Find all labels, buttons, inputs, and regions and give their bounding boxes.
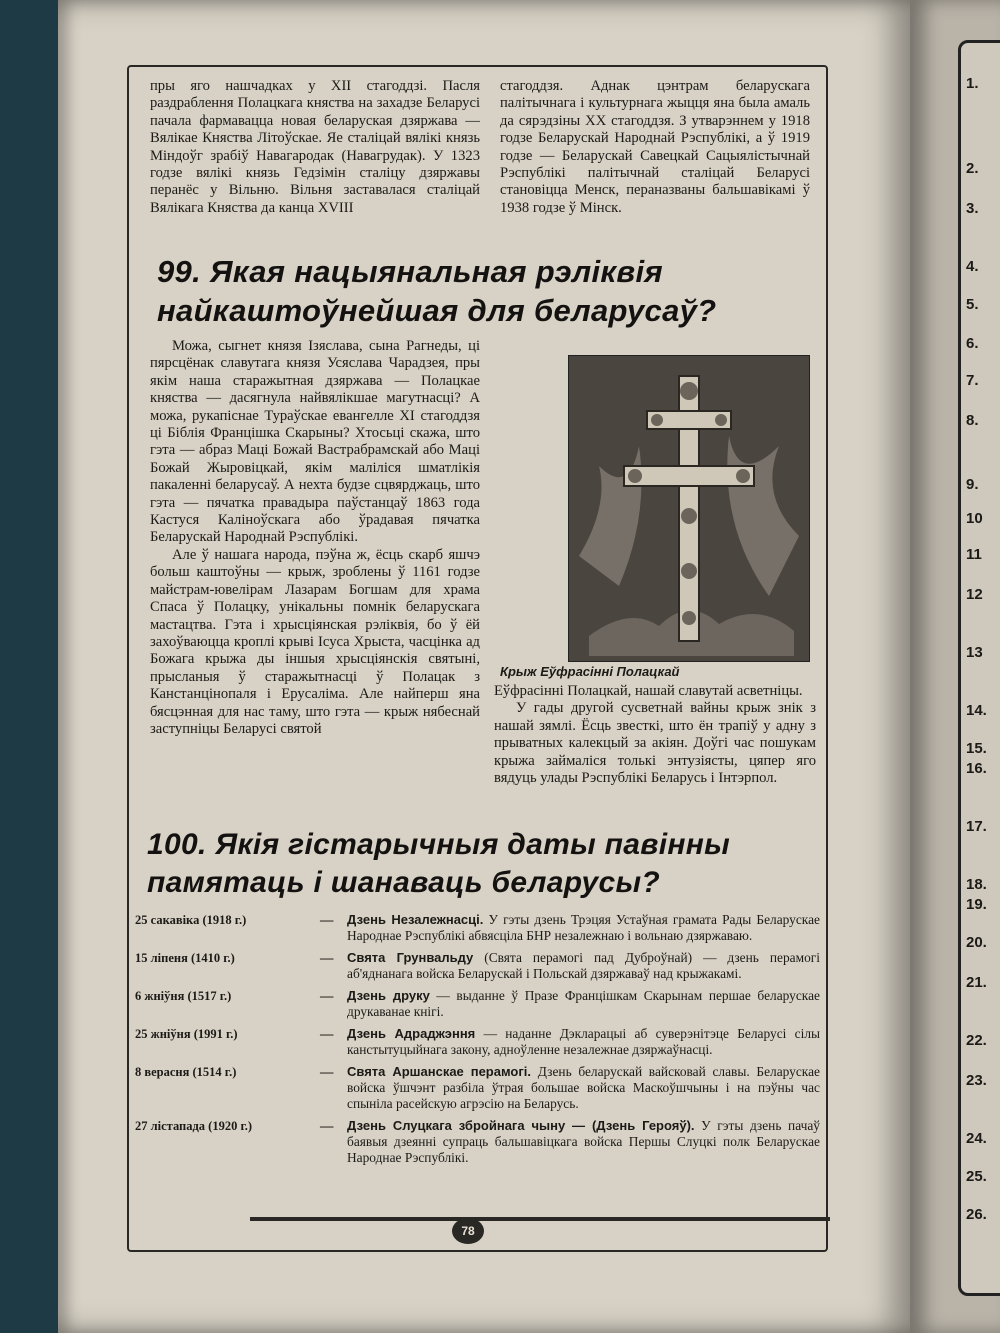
intro-right-column — [500, 78, 810, 217]
date-label: 25 сакавіка (1918 г.) — [135, 913, 247, 927]
date-description — [347, 950, 820, 982]
adjacent-page-number: 19. — [966, 896, 987, 913]
adjacent-page-number: 14. — [966, 702, 987, 719]
question-100-title-line1: 100. Якія гістарычныя даты павінны — [147, 828, 731, 861]
adjacent-page-number: 1. — [966, 75, 979, 92]
adjacent-page-number: 5. — [966, 296, 979, 313]
adjacent-page-number: 10 — [966, 510, 983, 527]
date-description — [347, 988, 820, 1020]
date-event-name: Свята Грунвальду — [347, 950, 474, 965]
adjacent-page-number: 18. — [966, 876, 987, 893]
date-label: 6 жніўня (1517 г.) — [135, 989, 232, 1003]
date-row — [135, 1026, 820, 1058]
question-99-heading — [157, 252, 716, 330]
cross-caption: Крыж Еўфрасінні Полацкай — [500, 664, 680, 679]
date-dash: — — [320, 1118, 334, 1133]
adjacent-page-number: 9. — [966, 476, 979, 493]
adjacent-page-number: 23. — [966, 1072, 987, 1089]
date-event-text: У гэты дзень пачаў баявыя дзеянні супраць бальшавіцкага войска Першы Слуцкі полк Беларускае Народнае Рэспублікі. — [347, 1118, 820, 1165]
question-100-heading — [147, 826, 730, 902]
date-event-text: (Свята перамогі пад Дуброўнай) — дзень перамогі аб'яднанага войска Беларускай і Польскай дзяржаваў над крыжакамі. — [347, 950, 820, 981]
adjacent-page-number: 17. — [966, 818, 987, 835]
date-event-text: Дзень беларускай вайсковай славы. Беларускае войска ўшчэнт разбіла ўтрая большае войска Маскоўшчыны і на пэўны час спыніла расейскую агрэсію на Беларусь. — [347, 1064, 820, 1111]
date-event-text: У гэты дзень Трэцяя Устаўная грамата Рады Беларускае Народнае Рэспублікі абвясціла БНР незалежнаю і вольнаю дзяржаваю. — [347, 912, 820, 943]
historical-dates-list — [135, 912, 820, 1172]
intro-left-text: пры яго нашчадках у XII стагоддзі. Пасля раздраблення Полацкага княства на захадзе Беларусі пачала фармавацца новая беларуская дзяржава — Вялікае Княства Літоўскае. Яе сталіцай вялікі князь Міндоўг зрабіў Навагародак (Навагрудак). У 1323 годзе вялікі князь Гедзімін сталіцу дзяржавы перанёс у Вільню. Вільня заставалася сталіцай Вялікага Княства да канца XVIII — [150, 78, 480, 216]
date-event-name: Дзень Незалежнасці. — [347, 912, 484, 927]
date-row — [135, 1064, 820, 1112]
date-event-name: Дзень Слуцкага збройнага чыну — (Дзень Герояў). — [347, 1118, 695, 1133]
question-99-title-line1: 99. Якая нацыянальная рэліквія — [157, 254, 663, 289]
date-description — [347, 1026, 820, 1058]
date-dash: — — [320, 988, 334, 1003]
adjacent-page-number: 25. — [966, 1168, 987, 1185]
date-event-text: — наданне Дэкларацыі аб суверэнітэце Беларусі сілы канстытуцыйнага закону, адноўленне незалежнае дзяржаўнасці. — [347, 1026, 821, 1057]
date-event-text: — выданне ў Празе Францішкам Скарынам першае беларускае друкаванае кнігі. — [347, 988, 820, 1019]
adjacent-page-number: 6. — [966, 335, 979, 352]
cross-illustration — [568, 355, 810, 662]
footer-rule — [250, 1217, 830, 1221]
adjacent-page-number: 2. — [966, 160, 979, 177]
date-event-name: Дзень друку — [347, 988, 430, 1003]
date-row — [135, 950, 820, 982]
question-99-right-column — [494, 683, 816, 787]
adjacent-page-number: 4. — [966, 258, 979, 275]
date-description — [347, 1118, 820, 1166]
date-label: 8 верасня (1514 г.) — [135, 1065, 237, 1079]
date-description — [347, 912, 820, 944]
date-dash: — — [320, 912, 334, 927]
page-number: 78 — [452, 1218, 484, 1244]
date-dash: — — [320, 950, 334, 965]
question-99-para3: Еўфрасінні Полацкай, нашай славутай асветніцы. — [494, 683, 803, 699]
date-label: 27 лістапада (1920 г.) — [135, 1119, 253, 1133]
question-100-title-line2: памятаць і шанаваць беларусы? — [147, 866, 661, 899]
adjacent-page-number: 15. — [966, 740, 987, 757]
adjacent-page-number: 24. — [966, 1130, 987, 1147]
date-description — [347, 1064, 820, 1112]
adjacent-page-number: 7. — [966, 372, 979, 389]
date-row — [135, 912, 820, 944]
intro-right-text: стагоддзя. Аднак цэнтрам беларускага палітычнага і культурнага жыцця яна была амаль да сярэдзіны XX стагоддзя. З утварэннем у 1918 годзе Беларускай Народнай Рэспублікі, а ў 1919 годзе — Беларускай Савецкай Сацыялістычнай Рэспублікі палітычнай сталіцай Беларусі становіцца Менск, пераназваны бальшавікамі ў 1938 годзе ў Мінск. — [500, 78, 810, 216]
date-label: 15 ліпеня (1410 г.) — [135, 951, 235, 965]
adjacent-page-number: 8. — [966, 412, 979, 429]
adjacent-page-number: 13 — [966, 644, 983, 661]
question-99-para2: Але ў нашага народа, пэўна ж, ёсць скарб яшчэ больш каштоўны — крыж, зроблены ў 1161 годзе майстрам-ювелірам Лазарам Богшам для храма Спаса ў Полацку, унікальны помнік беларускага мастацтва. Гэта і хрысціянская рэліквія, бо ў ёй захоўваюцца кроплі крыві Ісуса Хрыста, часцінка ад Божага крыжа ды іншыя хрысціянскія святыні, прысланыя ў старажытнасці ў Полацак з Канстанцінопаля і Ерусаліма. Але найперш яна бясцэнная для нас таму, што гэта — крыж нябеснай заступніцы Беларусі святой — [150, 546, 480, 737]
date-event-name: Свята Аршанскае перамогі. — [347, 1064, 532, 1079]
adjacent-page-number: 12 — [966, 586, 983, 603]
question-99-title-line2: найкаштоўнейшая для беларусаў? — [157, 293, 717, 328]
intro-left-column — [150, 78, 480, 217]
date-dash: — — [320, 1064, 334, 1079]
adjacent-page-number: 3. — [966, 200, 979, 217]
adjacent-page-number: 26. — [966, 1206, 987, 1223]
adjacent-page-box — [958, 40, 1000, 1296]
date-row — [135, 1118, 820, 1166]
date-dash: — — [320, 1026, 334, 1041]
question-99-left-column — [150, 338, 480, 738]
date-label: 25 жніўня (1991 г.) — [135, 1027, 238, 1041]
adjacent-page-number: 11 — [966, 546, 982, 563]
adjacent-page-number: 22. — [966, 1032, 987, 1049]
adjacent-page-number: 16. — [966, 760, 987, 777]
date-row — [135, 988, 820, 1020]
question-99-para1: Можа, сыгнет князя Ізяслава, сына Рагнеды, ці пярсцёнак славутага князя Усяслава Чарадзея, пры якім наша старажытная дзяржава — Полацкае княства — дасягнула найвялікшае магутнасці? А можа, рукапіснае Тураўскае евангелле XI стагоддзя ці Біблія Францішка Скарыны? Хтосьці скажа, што гэта — абраз Маці Божай Вастрабрамскай або Маці Божай Жыровіцкай, якім маліліся шматлікія пакаленні беларусаў. А нехта будзе сцвярджаць, што гэта — пячатка правадыра паўстанцаў 1863 года Кастуся Каліноўскага або ўрадавая пячатка Беларускай Народнай Рэспублікі. — [150, 338, 480, 546]
cross-image — [569, 356, 809, 661]
date-event-name: Дзень Адраджэння — [347, 1026, 476, 1041]
adjacent-page-number: 21. — [966, 974, 987, 991]
adjacent-page-number: 20. — [966, 934, 987, 951]
question-99-para4: У гады другой сусветнай вайны крыж знік з нашай зямлі. Ёсць звесткі, што ён трапіў у адну з прыватных калекцый за акіян. Доўгі час пошукам крыжа займаліся толькі энтузіясты, цяпер яго вядуць улады Рэспублікі Беларусь і Інтэрпол. — [494, 700, 816, 787]
